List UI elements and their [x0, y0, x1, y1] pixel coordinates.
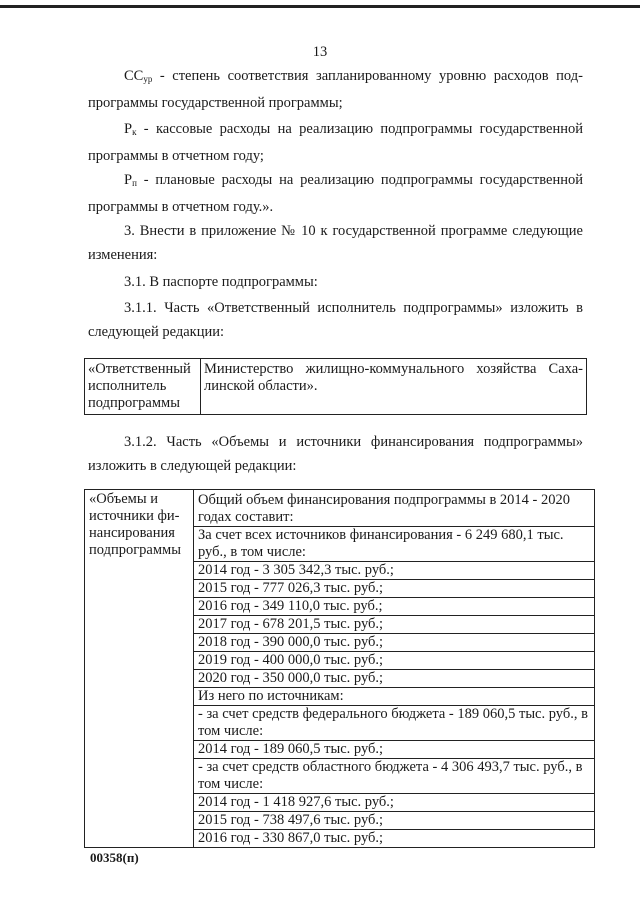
item-3-1-1: 3.1.1. Часть «Ответственный исполнитель подпрограммы» изложить в следующей редакции: — [88, 300, 583, 340]
financing-line: 2015 год - 777 026,3 тыс. руб.; — [194, 580, 594, 598]
page-number: 13 — [312, 44, 328, 60]
footer-document-code: 00358(п) — [90, 850, 139, 865]
financing-line: 2014 год - 189 060,5 тыс. руб.; — [194, 741, 594, 759]
paragraph-rp: $Р_п$ - плановые расходы на реализацию подпрограммы государственной программы в отчетном году.». — [88, 172, 583, 215]
financing-line: 2018 год - 390 000,0 тыс. руб.; — [194, 634, 594, 652]
item-3: 3. Внести в приложение № 10 к государственной программе следующие изменения: — [88, 223, 583, 263]
financing-line: Из него по источникам: — [194, 688, 594, 706]
table1-right-cell: Министерство жилищно-коммунального хозяйства Сахалинской области». — [201, 359, 587, 415]
paragraph-rk: $Р_к$ - кассовые расходы на реализацию подпрограммы государственной программы в отчетном году; — [88, 121, 583, 164]
table2-left-cell: «Объемы и источники финансирования подпрограммы — [85, 490, 194, 848]
item-3-1: 3.1. В паспорте подпрограммы: — [124, 274, 318, 290]
top-border-line — [0, 5, 640, 8]
financing-line: 2019 год - 400 000,0 тыс. руб.; — [194, 652, 594, 670]
financing-line: 2016 год - 330 867,0 тыс. руб.; — [198, 830, 384, 846]
item-3-1-2: 3.1.2. Часть «Объемы и источники финансирования подпрограммы» изложить в следующей редакции: — [88, 434, 583, 474]
paragraph-ccur: $СС_{ур}$ - степень соответствия запланированному уровню расходов подпрограммы государственной программы; — [88, 68, 583, 111]
table1-left-cell: «Ответственный исполнитель подпрограммы — [85, 359, 201, 415]
financing-line: 2020 год - 350 000,0 тыс. руб.; — [194, 670, 594, 688]
financing-line: 2014 год - 1 418 927,6 тыс. руб.; — [194, 794, 594, 812]
financing-line: Общий объем финансирования подпрограммы в 2014 - 2020 годах составит: — [194, 492, 594, 527]
financing-line: - за счет средств федерального бюджета - 189 060,5 тыс. руб., в том числе: — [194, 706, 594, 741]
financing-line: - за счет средств областного бюджета - 4 306 493,7 тыс. руб., в том числе: — [194, 759, 594, 794]
financing-table — [84, 489, 595, 848]
responsible-executor-table — [84, 358, 587, 415]
financing-line: 2017 год - 678 201,5 тыс. руб.; — [194, 616, 594, 634]
financing-line: За счет всех источников финансирования - 6 249 680,1 тыс. руб., в том числе: — [194, 527, 594, 562]
table2-right-cell — [194, 490, 595, 848]
financing-line: 2015 год - 738 497,6 тыс. руб.; — [194, 812, 594, 830]
financing-line: 2016 год - 349 110,0 тыс. руб.; — [194, 598, 594, 616]
financing-line: 2014 год - 3 305 342,3 тыс. руб.; — [194, 562, 594, 580]
